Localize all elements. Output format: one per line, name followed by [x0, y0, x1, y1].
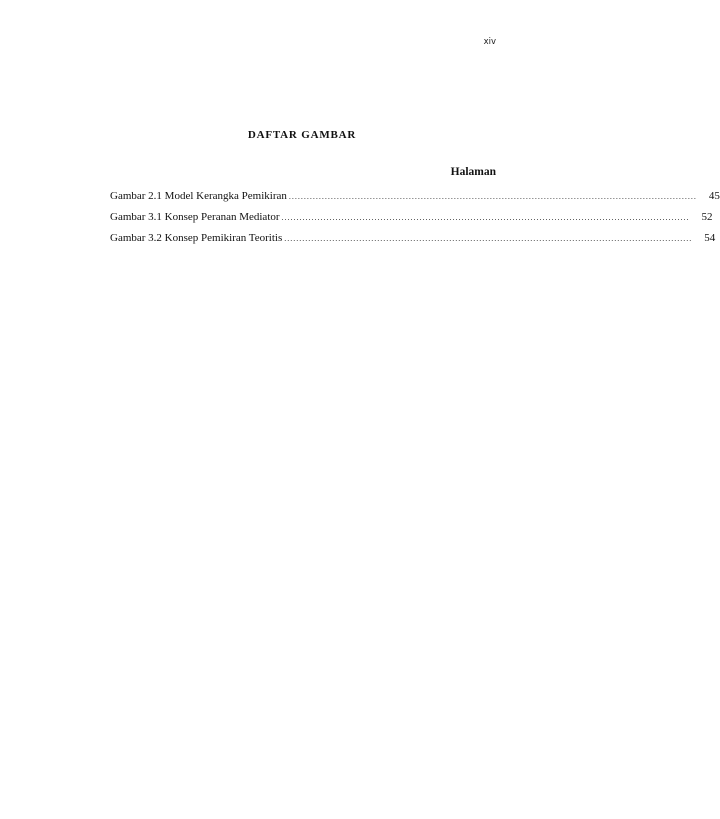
figure-entry-label: Gambar 2.1 Model Kerangka Pemikiran	[110, 190, 287, 202]
figure-entry-page: 45	[708, 190, 720, 202]
figure-entry-page: 52	[701, 211, 713, 223]
page-number: xiv	[483, 37, 496, 47]
figure-entry-label: Gambar 3.2 Konsep Pemikiran Teoritis	[110, 232, 283, 244]
dot-leader: ........................................................................................................................................	[288, 192, 697, 201]
figure-list-item	[110, 210, 713, 231]
dot-leader: ........................................................................................................................................	[284, 234, 693, 243]
figure-list-item	[110, 189, 720, 210]
page-column-header: Halaman	[450, 166, 496, 178]
dot-leader: ........................................................................................................................................	[281, 213, 690, 222]
page-title: DAFTAR GAMBAR	[247, 129, 357, 141]
figure-entry-label: Gambar 3.1 Konsep Peranan Mediator	[110, 211, 280, 223]
figure-list-item	[110, 231, 716, 252]
figure-list	[110, 189, 720, 252]
figure-entry-page: 54	[704, 232, 716, 244]
